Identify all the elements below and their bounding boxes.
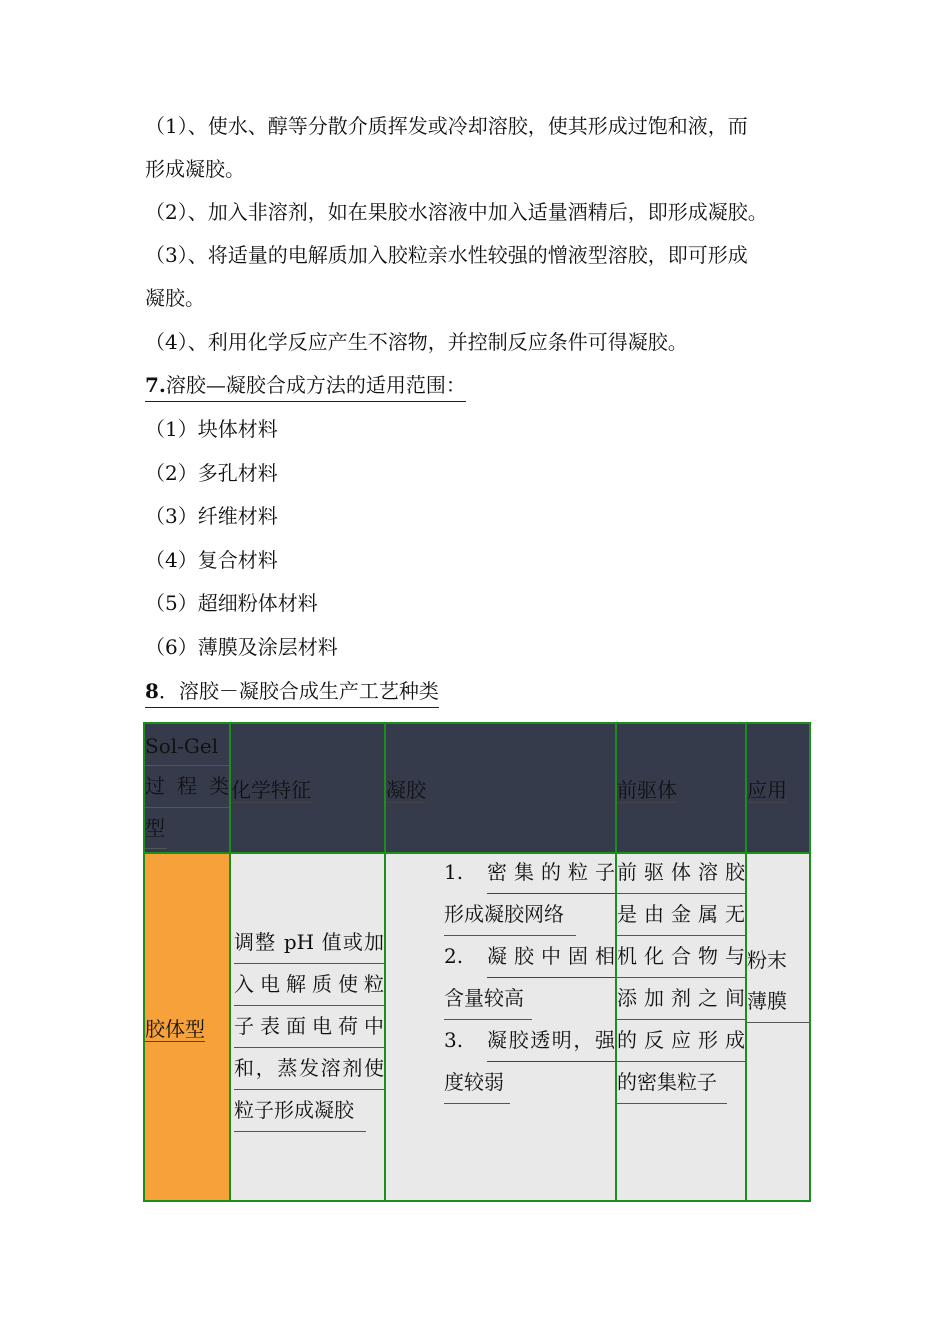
header-type-line-2: 过 程 类 — [145, 766, 229, 808]
chem-line: 入电解质使粒 — [234, 964, 384, 1006]
header-precursor-cell — [616, 723, 746, 853]
header-precursor: 前驱体 — [617, 777, 677, 802]
type-cell — [144, 853, 230, 1201]
paragraph-3-line-2: 凝胶。 — [145, 286, 205, 310]
gel-item-num: 2. — [444, 944, 464, 968]
section-7-title: 溶胶—凝胶合成方法的适用范围： — [165, 373, 466, 397]
gel-item-num: 3. — [444, 1028, 464, 1052]
app-cell — [746, 853, 810, 1201]
list-item: （5）超细粉体材料 — [145, 591, 318, 615]
header-chem-cell — [230, 723, 385, 853]
header-app-cell — [746, 723, 810, 853]
header-app: 应用 — [747, 777, 787, 802]
header-type-cell — [144, 723, 230, 853]
precursor-line: 的密集粒子 — [617, 1062, 727, 1104]
precursor-line: 机化合物与 — [617, 936, 745, 978]
precursor-line: 添加剂之间 — [617, 978, 745, 1020]
list-item: （3）纤维材料 — [145, 504, 278, 528]
gel-item-line-2: 含量较高 — [444, 978, 532, 1020]
process-type-table — [143, 722, 811, 1202]
header-gel: 凝胶 — [386, 777, 426, 802]
gel-item-1 — [444, 852, 615, 936]
paragraph-3-line-1: （3）、将适量的电解质加入胶粒亲水性较强的憎液型溶胶，即可形成 — [145, 243, 748, 267]
list-item: （4）复合材料 — [145, 548, 278, 572]
gel-item-line-1: 密集的粒子 — [487, 852, 615, 894]
section-8-number: 8 — [145, 679, 159, 703]
section-8-heading — [145, 677, 439, 708]
chem-line: 粒子形成凝胶 — [234, 1090, 366, 1132]
gel-item-line-1: 凝胶中固相 — [487, 936, 615, 978]
section-7-number: 7. — [145, 373, 166, 397]
header-type-line-1: Sol-Gel — [145, 728, 229, 766]
gel-item-3 — [444, 1020, 615, 1104]
paragraph-4: （4）、利用化学反应产生不溶物，并控制反应条件可得凝胶。 — [145, 330, 688, 354]
chem-cell — [230, 853, 385, 1201]
header-gel-cell — [385, 723, 616, 853]
section-8-title: ．溶胶－凝胶合成生产工艺种类 — [158, 679, 439, 703]
paragraph-1-line-2: 形成凝胶。 — [145, 157, 245, 181]
precursor-line: 的反应形成 — [617, 1020, 745, 1062]
chem-line: 子表面电荷中 — [234, 1006, 384, 1048]
table-header-row — [144, 723, 810, 853]
gel-item-num: 1. — [444, 860, 464, 884]
gel-cell — [385, 853, 616, 1201]
type-colloid: 胶体型 — [145, 1016, 205, 1041]
table-row — [144, 853, 810, 1201]
header-type-line-3: 型 — [145, 808, 167, 849]
paragraph-2: （2）、加入非溶剂，如在果胶水溶液中加入适量酒精后，即形成凝胶。 — [145, 200, 768, 224]
chem-line: 调整 pH 值或加 — [234, 922, 384, 964]
header-chem: 化学特征 — [231, 777, 311, 802]
app-line: 粉末 — [747, 948, 787, 972]
chem-line: 和，蒸发溶剂使 — [234, 1048, 384, 1090]
section-7-heading — [145, 371, 466, 402]
gel-item-line-2: 形成凝胶网络 — [444, 894, 576, 936]
precursor-line: 是由金属无 — [617, 894, 745, 936]
list-item: （1）块体材料 — [145, 417, 278, 441]
paragraph-1-line-1: （1）、使水、醇等分散介质挥发或冷却溶胶，使其形成过饱和液，而 — [145, 114, 748, 138]
gel-item-line-1: 凝胶透明，强 — [487, 1020, 615, 1062]
gel-item-line-2: 度较弱 — [444, 1062, 510, 1104]
precursor-line: 前驱体溶胶 — [617, 852, 745, 894]
gel-item-2 — [444, 936, 615, 1020]
precursor-cell — [616, 853, 746, 1201]
list-item: （2）多孔材料 — [145, 461, 278, 485]
app-line: 薄膜 — [747, 981, 809, 1023]
list-item: （6）薄膜及涂层材料 — [145, 635, 338, 659]
